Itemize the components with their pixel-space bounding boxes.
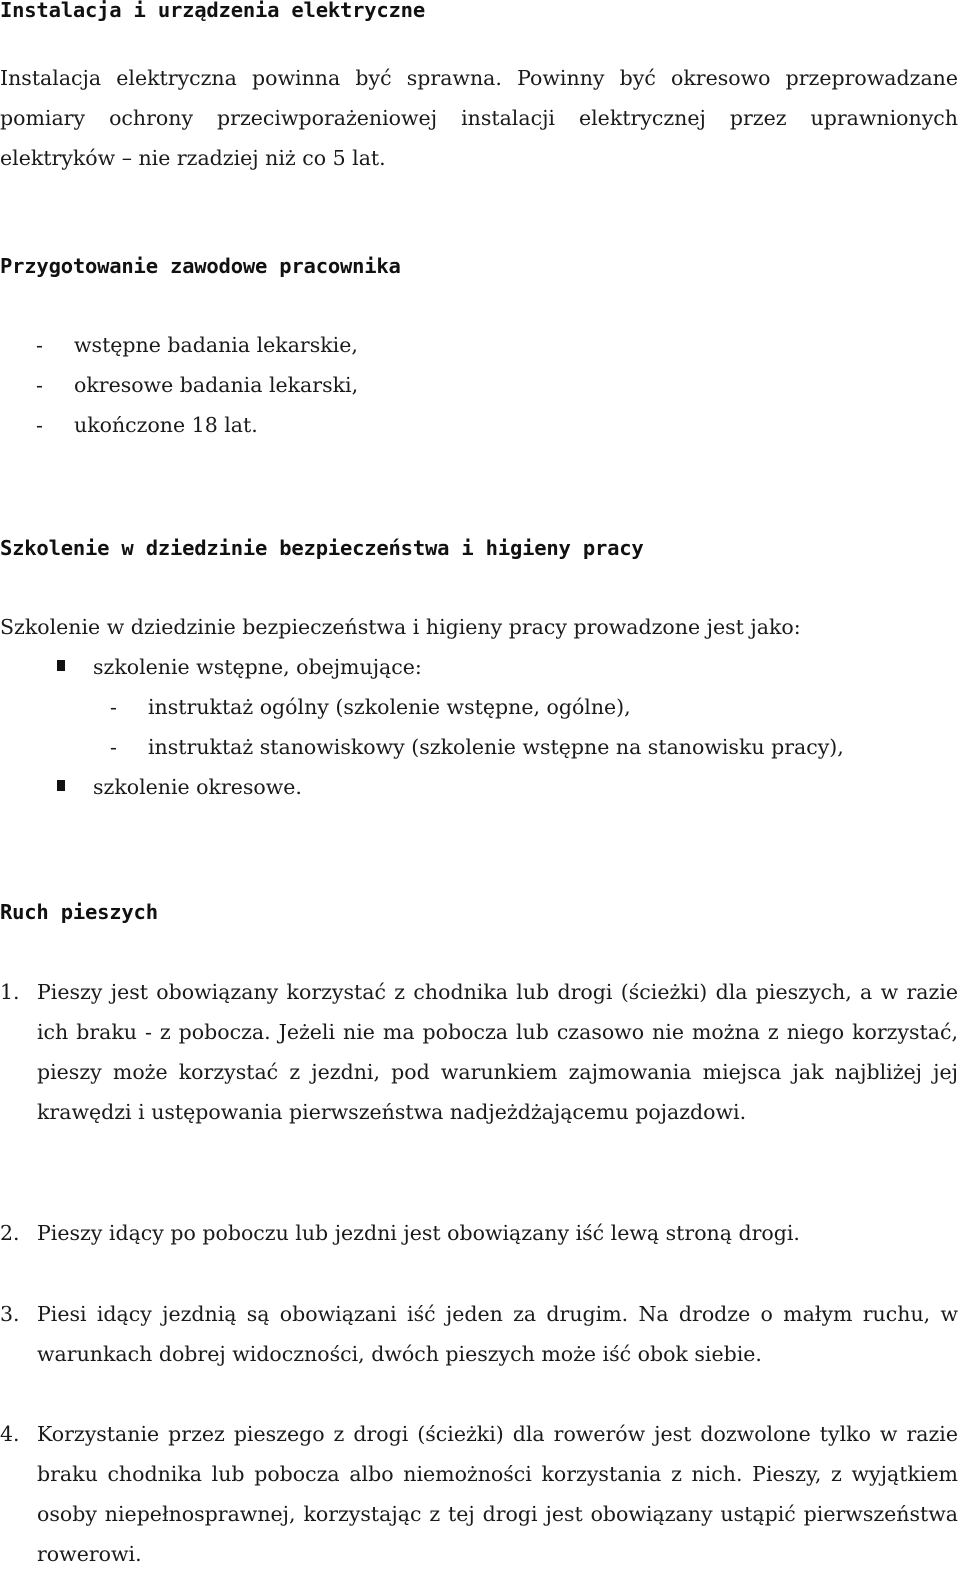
rule-number: 2. (0, 1221, 20, 1245)
dash-marker: - (110, 735, 117, 759)
bullet-item (0, 647, 422, 687)
dash-marker: - (110, 695, 117, 719)
heading-electrical-installation: Instalacja i urządzenia elektryczne (0, 0, 425, 22)
list-initial-training (0, 687, 844, 767)
numbered-rule (0, 1414, 958, 1574)
rule-number: 4. (0, 1422, 20, 1446)
dash-marker: - (36, 373, 43, 397)
rule-text: Pieszy jest obowiązany korzystać z chodnika lub drogi (ścieżki) dla pieszych, a w razie ich braku - z pobocza. Jeżeli nie ma pobocza lub czasowo nie można z niego korzystać, pieszy może korzystać z jezdni, pod warunkiem zajmowania miejsca jak najbliżej jej krawędzi i ustępowania pierwszeństwa nadjeżdżającemu pojazdowi. (37, 980, 958, 1124)
list-item (0, 325, 358, 365)
list-item (0, 365, 358, 405)
list-item (0, 405, 358, 445)
paragraph-electrical-installation: Instalacja elektryczna powinna być sprawna. Powinny być okresowo przeprowadzane pomiary ochrony przeciwporażeniowej instalacji elektrycznej przez uprawnionych elektryków – nie rzadziej niż co 5 lat. (0, 66, 958, 170)
list-item-text: okresowe badania lekarski, (74, 373, 359, 397)
bullet-item (0, 767, 302, 807)
bullet-item-text: szkolenie okresowe. (93, 775, 302, 799)
list-item (0, 727, 844, 767)
heading-professional-preparation: Przygotowanie zawodowe pracownika (0, 254, 401, 278)
list-item-text: wstępne badania lekarskie, (74, 333, 358, 357)
rule-number: 3. (0, 1302, 20, 1326)
list-item-text: instruktaż ogólny (szkolenie wstępne, ogólne), (148, 695, 631, 719)
list-item-text: ukończone 18 lat. (74, 413, 258, 437)
square-bullet-icon (57, 660, 65, 671)
paragraph-ohs-training-intro: Szkolenie w dziedzinie bezpieczeństwa i higieny pracy prowadzone jest jako: (0, 615, 801, 639)
numbered-rule (0, 972, 958, 1132)
rule-text: Pieszy idący po poboczu lub jezdni jest obowiązany iść lewą stroną drogi. (37, 1221, 800, 1245)
rule-number: 1. (0, 980, 20, 1004)
heading-ohs-training: Szkolenie w dziedzinie bezpieczeństwa i higieny pracy (0, 536, 644, 560)
dash-marker: - (36, 333, 43, 357)
dash-marker: - (36, 413, 43, 437)
list-professional-preparation (0, 325, 358, 445)
square-bullet-icon (57, 780, 65, 791)
bullet-item-text: szkolenie wstępne, obejmujące: (93, 655, 422, 679)
rule-text: Piesi idący jezdnią są obowiązani iść jeden za drugim. Na drodze o małym ruchu, w warunkach dobrej widoczności, dwóch pieszych może iść obok siebie. (37, 1302, 958, 1366)
numbered-rule (0, 1213, 958, 1253)
numbered-rule (0, 1294, 958, 1374)
list-item-text: instruktaż stanowiskowy (szkolenie wstępne na stanowisku pracy), (148, 735, 844, 759)
rule-text: Korzystanie przez pieszego z drogi (ścieżki) dla rowerów jest dozwolone tylko w razie braku chodnika lub pobocza albo niemożności korzystania z nich. Pieszy, z wyjątkiem osoby niepełnosprawnej, korzystając z tej drogi jest obowiązany ustąpić pierwszeństwa rowerowi. (37, 1422, 958, 1566)
heading-pedestrian-traffic: Ruch pieszych (0, 900, 158, 924)
list-item (0, 687, 844, 727)
